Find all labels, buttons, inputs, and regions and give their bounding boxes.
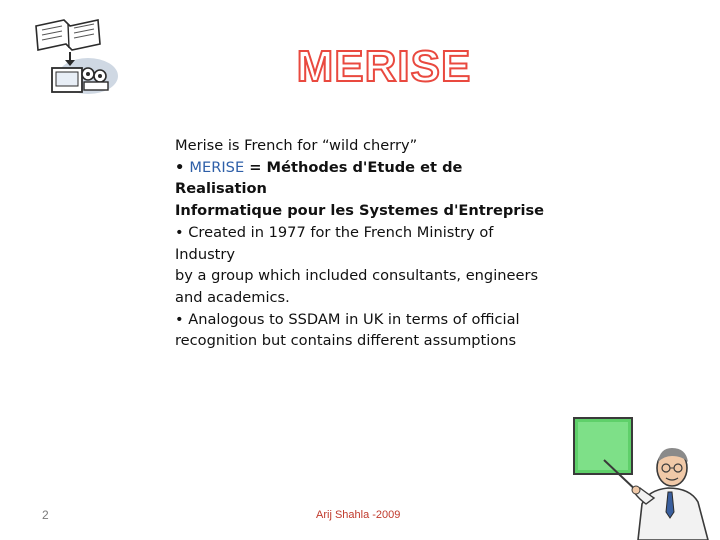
body-line: Merise is French for “wild cherry” — [175, 137, 418, 154]
body-line: Industry — [175, 245, 236, 263]
body-line: and academics. — [175, 288, 290, 306]
body-line: • Analogous to SSDAM in UK in terms of official — [175, 310, 520, 328]
merise-accent: MERISE — [189, 158, 245, 176]
body-line: Informatique pour les Systemes d'Entreprise — [175, 202, 545, 220]
page-number: 2 — [42, 508, 49, 522]
footer-author: Arij Shahla -2009 — [316, 509, 401, 521]
body-line: • Created in 1977 for the French Ministry of — [175, 223, 494, 241]
teacher-pointing-board-clipart-icon — [568, 412, 720, 540]
body-line: recognition but contains different assumptions — [175, 332, 517, 350]
slide-title: MERISE — [296, 42, 472, 91]
slide-body — [175, 135, 555, 352]
body-line: • MERISE = Méthodes d'Etude et de Realisation — [175, 158, 463, 198]
body-line: by a group which included consultants, engineers — [175, 267, 539, 285]
